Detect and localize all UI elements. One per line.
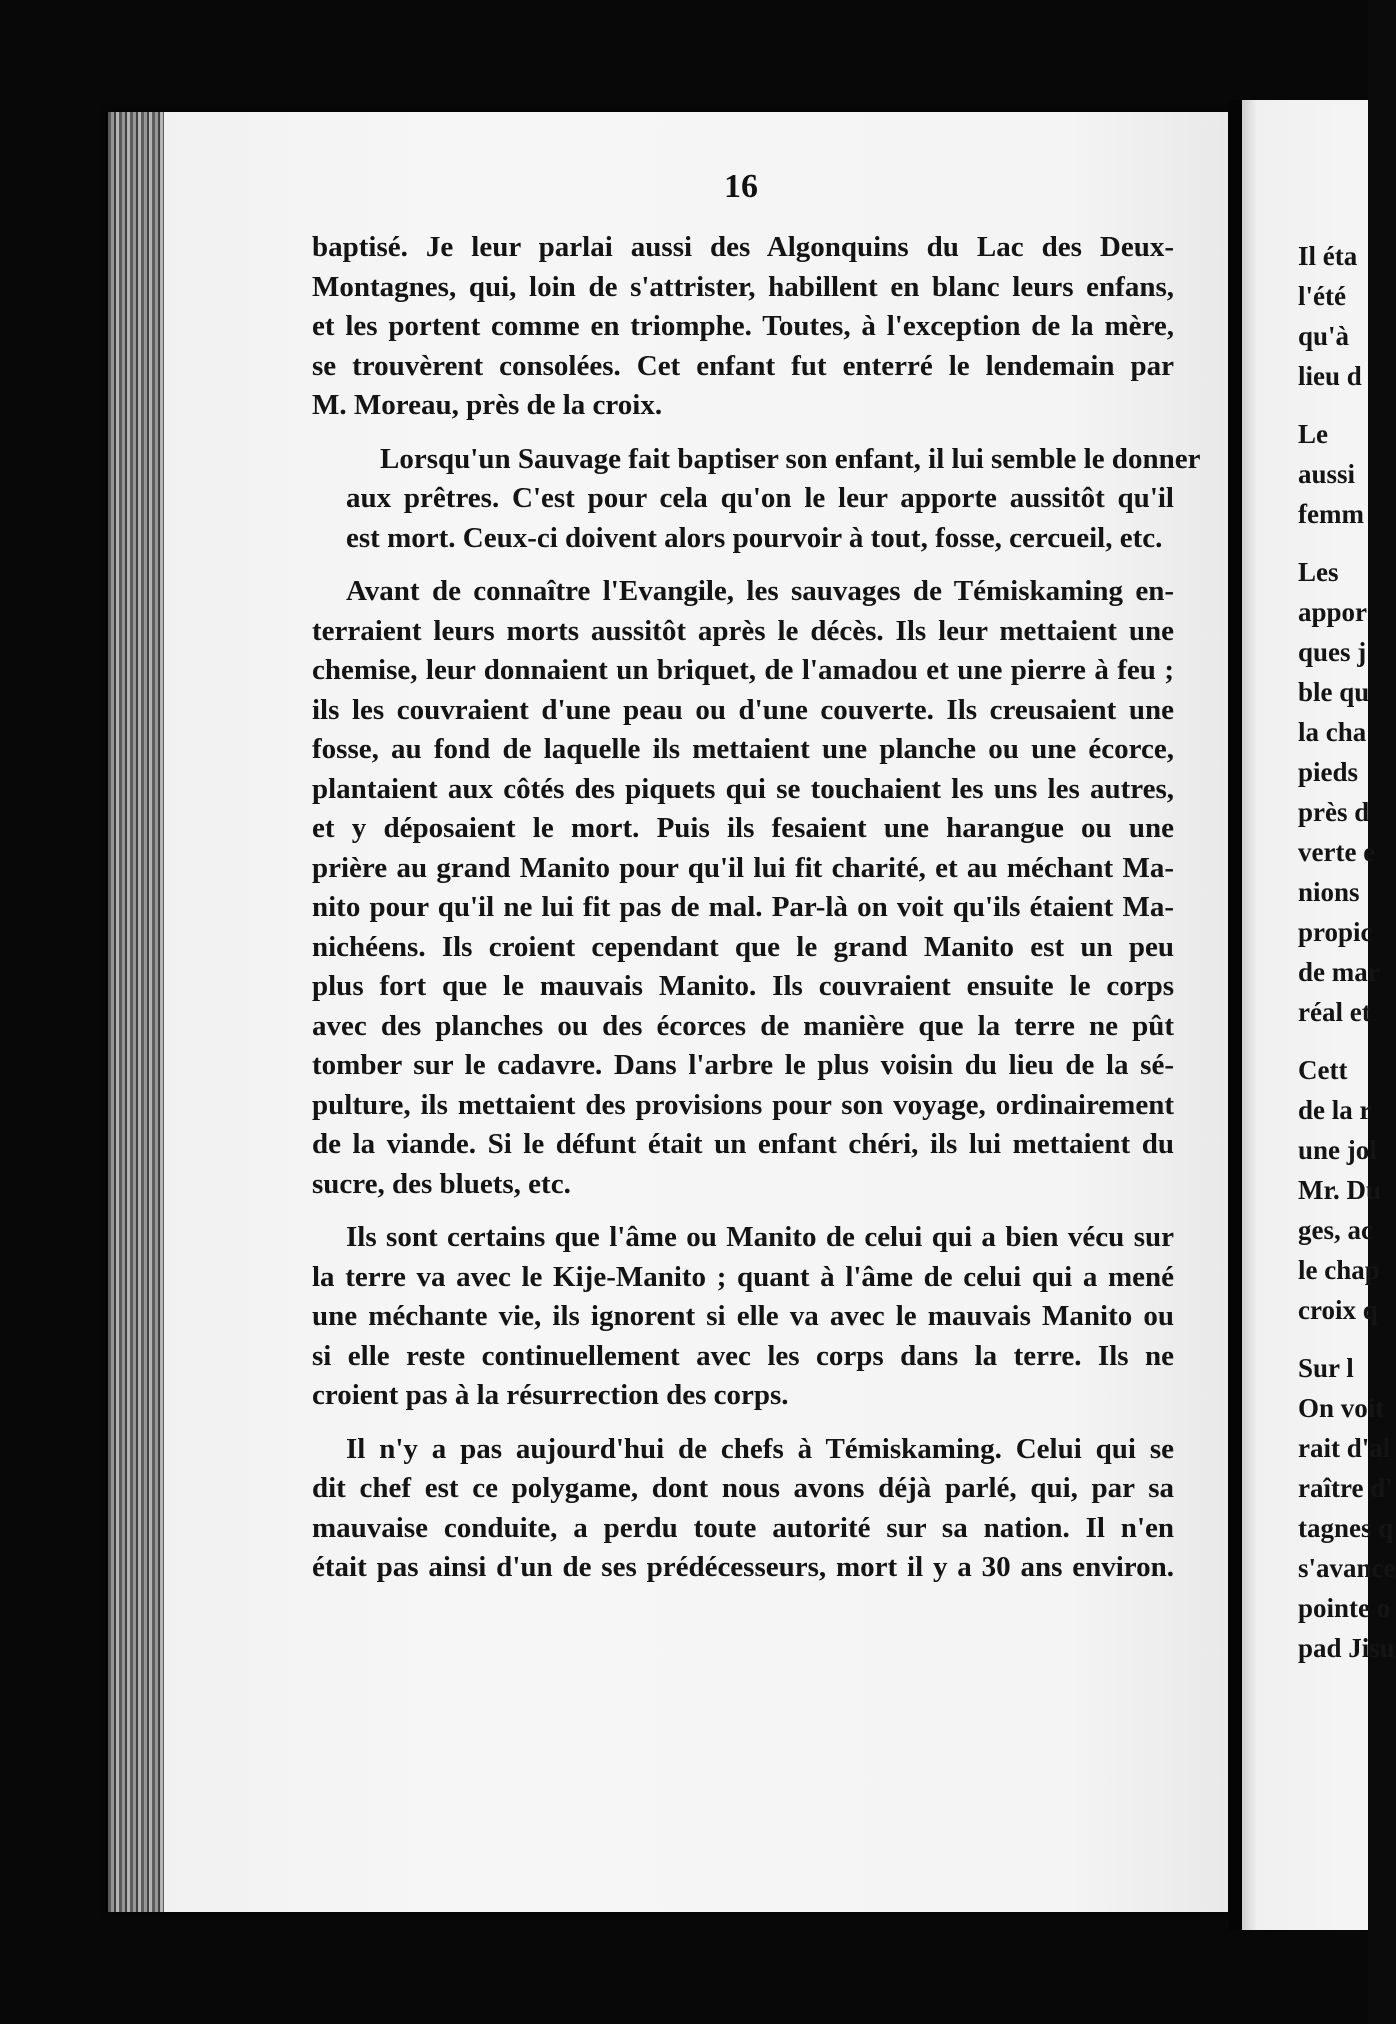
text-fragment: Les: [1298, 557, 1339, 587]
text-fragment: la cha: [1298, 717, 1367, 747]
text-line: pulture, ils mettaient des provisions pour son voyage, ordinairement: [312, 1088, 1174, 1121]
text-line: baptisé. Je leur parlai aussi des Algonquins du Lac des Deux-: [312, 231, 1174, 263]
text-line: avec des planches ou des écorces de manière que la terre ne pût: [312, 1009, 1174, 1042]
text-line: Montagnes, qui, loin de s'attrister, habillent en blanc leurs enfans,: [312, 270, 1174, 303]
text-fragment: aussi: [1298, 459, 1356, 489]
text-fragment: ble qu: [1298, 677, 1370, 707]
text-fragment: Il éta: [1298, 241, 1358, 271]
text-fragment: une jol: [1298, 1135, 1377, 1165]
page-edge-stack: [108, 112, 164, 1912]
text-fragment: Le: [1298, 419, 1328, 449]
text-line: mauvaise conduite, a perdu toute autorité sur sa nation. Il n'en: [312, 1511, 1174, 1544]
text-line: aux prêtres. C'est pour cela qu'on le leur apporte aussitôt qu'il: [346, 482, 1174, 514]
text-line: sucre, des bluets, etc.: [312, 1167, 571, 1200]
text-line: nichéens. Ils croient cependant que le grand Manito est un peu: [312, 930, 1174, 963]
text-fragment: pieds: [1298, 757, 1359, 787]
text-line: était pas ainsi d'un de ses prédécesseurs, mort il y a 30 ans environ.: [312, 1551, 1174, 1583]
text-fragment: tagnes q: [1298, 1513, 1394, 1543]
paragraph-2: [312, 440, 1201, 559]
text-fragment: rait d'al: [1298, 1433, 1391, 1463]
text-fragment: pointe o: [1298, 1593, 1391, 1623]
text-line: terraient leurs morts aussitôt après le décès. Ils leur mettaient une: [312, 614, 1174, 647]
text-fragment: le chap: [1298, 1255, 1380, 1285]
text-line: et y déposaient le mort. Puis ils fesaient une harangue ou une: [312, 812, 1174, 844]
text-line: chemise, leur donnaient un briquet, de l'amadou et une pierre à feu ;: [312, 654, 1174, 686]
paragraph-1: [312, 228, 1174, 426]
text-fragment: croix q: [1298, 1295, 1378, 1325]
text-line: de la viande. Si le défunt était un enfant chéri, ils lui mettaient du: [312, 1128, 1174, 1160]
text-line: une méchante vie, ils ignorent si elle va avec le mauvais Manito ou: [312, 1300, 1174, 1332]
text-line: dit chef est ce polygame, dont nous avons déjà parlé, qui, par sa: [312, 1472, 1174, 1504]
text-fragment: de mar: [1298, 957, 1380, 987]
paragraph-4: [312, 1218, 1174, 1416]
text-fragment: réal et: [1298, 997, 1371, 1027]
text-line: nito pour qu'il ne lui fit pas de mal. Par-là on voit qu'ils étaient Ma-: [312, 891, 1174, 923]
text-line: si elle reste continuellement avec les corps dans la terre. Ils ne: [312, 1339, 1174, 1372]
text-line: et les portent comme en triomphe. Toutes, à l'exception de la mère,: [312, 310, 1174, 342]
text-line: Il n'y a pas aujourd'hui de chefs à Témiskaming. Celui qui se: [346, 1432, 1174, 1465]
text-fragment: qu'à: [1298, 321, 1350, 351]
text-fragment: pad Jisu: [1298, 1633, 1395, 1663]
text-fragment: s'avance: [1298, 1553, 1396, 1583]
text-fragment: Sur l: [1298, 1353, 1354, 1383]
text-line: tomber sur le cadavre. Dans l'arbre le plus voisin du lieu de la sé-: [312, 1049, 1174, 1081]
text-fragment: Cett: [1298, 1055, 1348, 1085]
book-gutter: [1228, 100, 1242, 1930]
text-fragment: près d: [1298, 797, 1370, 827]
left-page-text: [312, 228, 1201, 1602]
text-fragment: nions: [1298, 877, 1360, 907]
text-line: la terre va avec le Kije-Manito ; quant à l'âme de celui qui a mené: [312, 1260, 1174, 1293]
text-line: plus fort que le mauvais Manito. Ils couvraient ensuite le corps: [312, 970, 1174, 1002]
text-line: prière au grand Manito pour qu'il lui fit charité, et au méchant Ma-: [312, 851, 1174, 884]
text-fragment: raître d': [1298, 1473, 1393, 1503]
text-fragment: verte e: [1298, 837, 1376, 867]
text-fragment: propic: [1298, 917, 1373, 947]
text-line: M. Moreau, près de la croix.: [312, 389, 663, 421]
text-line: se trouvèrent consolées. Cet enfant fut enterré le lendemain par: [312, 349, 1174, 382]
text-fragment: femm: [1298, 499, 1364, 529]
text-line: fosse, au fond de laquelle ils mettaient une planche ou une écorce,: [312, 733, 1174, 765]
paragraph-5: [312, 1430, 1174, 1588]
text-fragment: ques j: [1298, 637, 1367, 667]
right-page-text-fragments: [1298, 236, 1396, 1668]
text-fragment: lieu d: [1298, 361, 1362, 391]
text-line: Avant de connaître l'Evangile, les sauvages de Témiskaming en-: [346, 575, 1174, 607]
text-line: plantaient aux côtés des piquets qui se touchaient les uns les autres,: [312, 772, 1174, 805]
text-fragment: de la r: [1298, 1095, 1372, 1125]
text-line: est mort. Ceux-ci doivent alors pourvoir à tout, fosse, cercueil, etc.: [346, 521, 1163, 554]
text-line: Lorsqu'un Sauvage fait baptiser son enfant, il lui semble le donner: [380, 442, 1201, 475]
text-line: Ils sont certains que l'âme ou Manito de celui qui a bien vécu sur: [346, 1221, 1174, 1253]
text-line: ils les couvraient d'une peau ou d'une couverte. Ils creusaient une: [312, 693, 1174, 726]
page-number: 16: [724, 168, 758, 205]
text-fragment: appor: [1298, 597, 1368, 627]
text-fragment: Mr. Du: [1298, 1175, 1382, 1205]
paragraph-3: [312, 572, 1174, 1204]
text-fragment: ges, ac: [1298, 1215, 1373, 1245]
text-line: croient pas à la résurrection des corps.: [312, 1379, 789, 1411]
text-fragment: On voit: [1298, 1393, 1385, 1423]
text-fragment: l'été: [1298, 281, 1346, 311]
